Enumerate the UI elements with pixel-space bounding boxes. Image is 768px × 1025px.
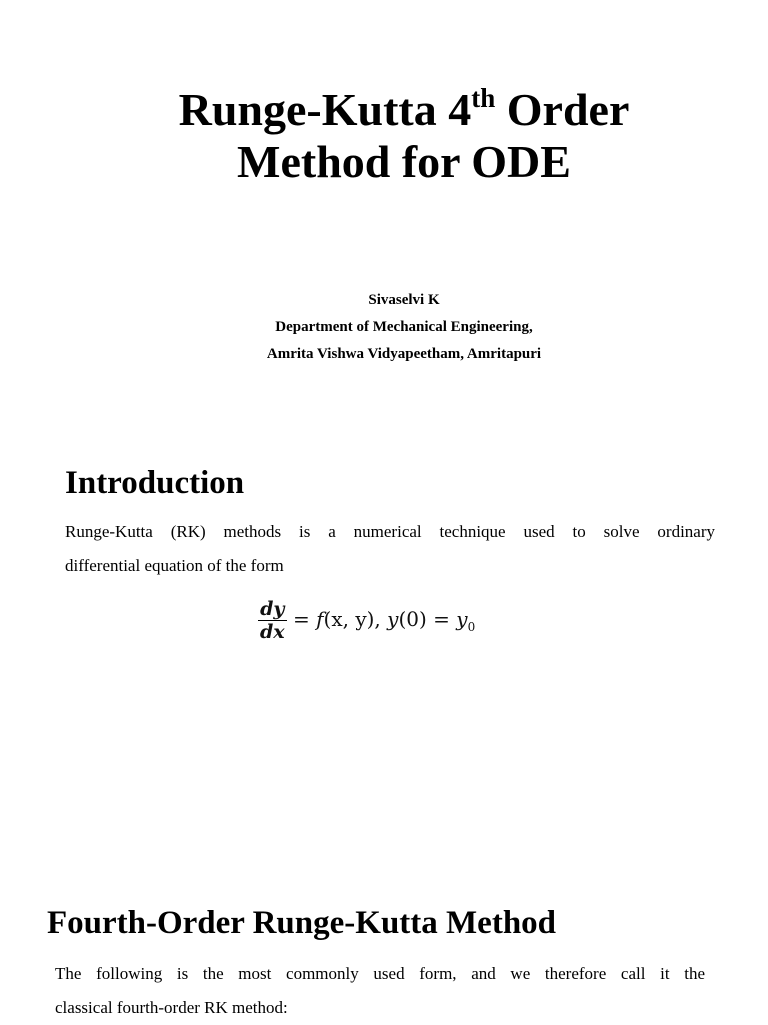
y-zero: y [456,607,468,631]
fraction-numerator: dy [258,598,287,621]
introduction-line-2: differential equation of the form [65,556,284,575]
introduction-line-1: Runge-Kutta (RK) methods is a numerical technique used to solve ordinary [65,522,715,541]
initial-arg: (0) [398,607,427,631]
document-title [0,84,768,188]
rk4-line-1: The following is the most commonly used form, and we therefore call it the [55,964,705,983]
title-line-1: Runge-Kutta 4th Order [178,83,630,135]
y-zero-subscript: 0 [467,620,476,634]
ode-equation [258,598,475,643]
rk4-paragraph [55,957,705,1025]
rk4-line-2: classical fourth-order RK method: [55,998,288,1017]
author-block [0,287,768,368]
equals-sign: = [292,607,310,631]
title-line-2: Method for ODE [237,136,571,187]
function-args: (x, y) [323,607,375,631]
author-department: Department of Mechanical Engineering, [275,319,533,335]
equation-comma: , [374,607,381,631]
author-name: Sivaselvi K [368,292,440,308]
fraction-denominator: dx [260,621,285,643]
introduction-paragraph [65,515,715,583]
introduction-heading: Introduction [65,465,245,501]
derivative-fraction [258,598,287,643]
function-f: f [316,607,324,631]
rk4-section-heading: Fourth-Order Runge-Kutta Method [47,905,557,941]
author-institution: Amrita Vishwa Vidyapeetham, Amritapuri [266,346,542,362]
initial-y: y [387,607,399,631]
equals-sign-2: = [433,607,450,631]
